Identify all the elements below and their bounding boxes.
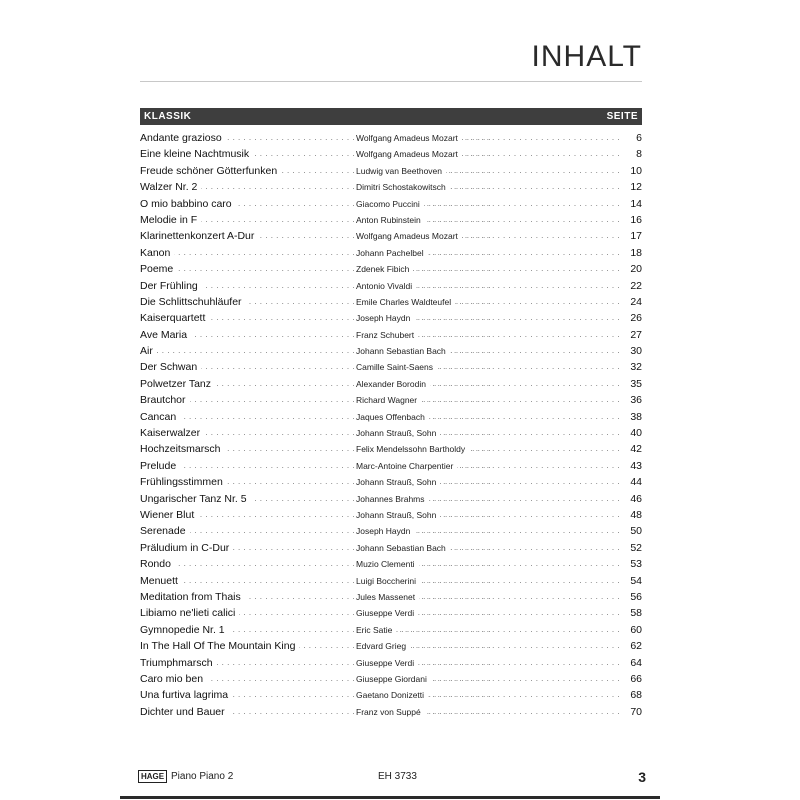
entry-page: 10 (622, 163, 642, 179)
toc-entry (140, 146, 642, 162)
entry-title: Caro mio ben (140, 671, 207, 687)
entry-title: Der Frühling (140, 278, 202, 294)
section-label: KLASSIK (144, 111, 192, 122)
entry-title: O mio babbino caro (140, 196, 236, 212)
toc-entry (140, 261, 642, 277)
entry-title: Brautchor (140, 392, 190, 408)
entry-page: 32 (622, 359, 642, 375)
entry-title: Serenade (140, 523, 190, 539)
entry-composer: Giacomo Puccini (356, 196, 424, 212)
entry-composer: Jaques Offenbach (356, 409, 429, 425)
section-header (140, 108, 642, 125)
entry-page: 44 (622, 474, 642, 490)
entry-composer: Franz von Suppé (356, 704, 425, 720)
entry-composer: Eric Satie (356, 622, 396, 638)
toc-entry (140, 425, 642, 441)
toc-entry (140, 605, 642, 621)
entry-composer: Johann Strauß, Sohn (356, 474, 440, 490)
entry-title: Rondo (140, 556, 175, 572)
entry-composer: Johann Strauß, Sohn (356, 425, 440, 441)
entry-title: Andante grazioso (140, 130, 226, 146)
entry-page: 30 (622, 343, 642, 359)
entry-title: Kaiserquartett (140, 310, 209, 326)
entry-page: 35 (622, 376, 642, 392)
entry-composer: Johann Sebastian Bach (356, 540, 450, 556)
book-title: Piano Piano 2 (171, 771, 234, 782)
entry-title: Menuett (140, 573, 182, 589)
entry-page: 27 (622, 327, 642, 343)
entry-composer: Wolfgang Amadeus Mozart (356, 130, 462, 146)
entry-page: 8 (622, 146, 642, 162)
toc-entry (140, 441, 642, 457)
entry-title: Walzer Nr. 2 (140, 179, 201, 195)
toc-entry (140, 392, 642, 408)
entry-page: 54 (622, 573, 642, 589)
entry-composer: Joseph Haydn (356, 523, 414, 539)
toc-entry (140, 376, 642, 392)
entry-page: 42 (622, 441, 642, 457)
entry-page: 18 (622, 245, 642, 261)
toc-entry (140, 687, 642, 703)
entry-composer: Johann Strauß, Sohn (356, 507, 440, 523)
toc-entry (140, 163, 642, 179)
entry-page: 24 (622, 294, 642, 310)
entry-page: 62 (622, 638, 642, 654)
entry-title: Ungarischer Tanz Nr. 5 (140, 491, 251, 507)
entry-title: Una furtiva lagrima (140, 687, 232, 703)
entry-title: Freude schöner Götterfunken (140, 163, 281, 179)
toc-entry (140, 343, 642, 359)
entry-page: 70 (622, 704, 642, 720)
toc-entry (140, 278, 642, 294)
toc-entry (140, 671, 642, 687)
entry-composer: Zdenek Fibich (356, 261, 413, 277)
entry-composer: Ludwig van Beethoven (356, 163, 446, 179)
entry-composer: Camille Saint-Saens (356, 359, 437, 375)
entry-page: 53 (622, 556, 642, 572)
entry-title: Wiener Blut (140, 507, 198, 523)
toc-entry (140, 589, 642, 605)
entry-composer: Johannes Brahms (356, 491, 429, 507)
toc-entry (140, 622, 642, 638)
entry-page: 16 (622, 212, 642, 228)
entry-page: 40 (622, 425, 642, 441)
entry-composer: Johann Pachelbel (356, 245, 428, 261)
footer (138, 770, 646, 786)
toc-entry (140, 540, 642, 556)
entry-page: 17 (622, 228, 642, 244)
entry-composer: Joseph Haydn (356, 310, 414, 326)
toc-entry (140, 523, 642, 539)
entry-composer: Anton Rubinstein (356, 212, 425, 228)
page-column-label: SEITE (606, 111, 638, 122)
toc-entry (140, 458, 642, 474)
page-number: 3 (638, 769, 646, 785)
toc-entry (140, 179, 642, 195)
entry-page: 26 (622, 310, 642, 326)
entry-page: 46 (622, 491, 642, 507)
entry-composer: Dimitri Schostakowitsch (356, 179, 450, 195)
toc-entry (140, 573, 642, 589)
entry-composer: Franz Schubert (356, 327, 418, 343)
entry-composer: Gaetano Donizetti (356, 687, 428, 703)
entry-page: 64 (622, 655, 642, 671)
entry-composer: Luigi Boccherini (356, 573, 420, 589)
toc-entry (140, 212, 642, 228)
entry-title: Kaiserwalzer (140, 425, 204, 441)
entry-title: Die Schlittschuhläufer (140, 294, 246, 310)
toc-entry (140, 310, 642, 326)
entry-page: 36 (622, 392, 642, 408)
entry-composer: Johann Sebastian Bach (356, 343, 450, 359)
entry-page: 56 (622, 589, 642, 605)
toc-entry (140, 327, 642, 343)
publisher-logo: HAGE (138, 770, 167, 783)
entry-title: Frühlingsstimmen (140, 474, 227, 490)
entry-title: Hochzeitsmarsch (140, 441, 225, 457)
entry-title: Libiamo ne'lieti calici (140, 605, 239, 621)
footer-divider (120, 796, 660, 799)
entry-title: Cancan (140, 409, 180, 425)
entry-title: Kanon (140, 245, 174, 261)
entry-composer: Giuseppe Giordani (356, 671, 431, 687)
entry-composer: Giuseppe Verdi (356, 605, 418, 621)
entry-title: Der Schwan (140, 359, 201, 375)
toc-entry (140, 228, 642, 244)
entry-page: 6 (622, 130, 642, 146)
entry-page: 68 (622, 687, 642, 703)
toc-entry (140, 359, 642, 375)
entry-page: 20 (622, 261, 642, 277)
entry-page: 38 (622, 409, 642, 425)
toc-entry (140, 409, 642, 425)
entry-page: 58 (622, 605, 642, 621)
entry-composer: Muzio Clementi (356, 556, 419, 572)
entry-title: Melodie in F (140, 212, 201, 228)
entry-title: Gymnopedie Nr. 1 (140, 622, 229, 638)
entry-title: In The Hall Of The Mountain King (140, 638, 299, 654)
entry-title: Prelude (140, 458, 180, 474)
toc-entry (140, 196, 642, 212)
entry-composer: Wolfgang Amadeus Mozart (356, 228, 462, 244)
entry-composer: Edvard Grieg (356, 638, 410, 654)
entry-page: 66 (622, 671, 642, 687)
toc-entry (140, 245, 642, 261)
entry-page: 50 (622, 523, 642, 539)
entry-composer: Wolfgang Amadeus Mozart (356, 146, 462, 162)
entry-page: 12 (622, 179, 642, 195)
entry-page: 48 (622, 507, 642, 523)
toc-entry (140, 507, 642, 523)
edition-code: EH 3733 (378, 771, 417, 782)
toc-entry (140, 294, 642, 310)
entry-title: Polwetzer Tanz (140, 376, 215, 392)
entry-composer: Alexander Borodin (356, 376, 430, 392)
entry-title: Air (140, 343, 157, 359)
table-of-contents (140, 130, 642, 720)
entry-page: 14 (622, 196, 642, 212)
entry-page: 22 (622, 278, 642, 294)
toc-entry (140, 474, 642, 490)
toc-entry (140, 130, 642, 146)
entry-composer: Antonio Vivaldi (356, 278, 416, 294)
entry-composer: Jules Massenet (356, 589, 419, 605)
entry-composer: Felix Mendelssohn Bartholdy (356, 441, 469, 457)
page-title: INHALT (531, 40, 642, 73)
entry-title: Klarinettenkonzert A-Dur (140, 228, 258, 244)
entry-page: 60 (622, 622, 642, 638)
entry-title: Dichter und Bauer (140, 704, 229, 720)
entry-composer: Marc-Antoine Charpentier (356, 458, 457, 474)
toc-entry (140, 704, 642, 720)
entry-composer: Richard Wagner (356, 392, 421, 408)
entry-composer: Emile Charles Waldteufel (356, 294, 455, 310)
toc-entry (140, 556, 642, 572)
entry-title: Meditation from Thais (140, 589, 245, 605)
entry-title: Triumphmarsch (140, 655, 217, 671)
entry-composer: Giuseppe Verdi (356, 655, 418, 671)
entry-title: Ave Maria (140, 327, 191, 343)
toc-entry (140, 655, 642, 671)
toc-entry (140, 638, 642, 654)
toc-entry (140, 491, 642, 507)
entry-title: Präludium in C-Dur (140, 540, 233, 556)
entry-title: Poeme (140, 261, 177, 277)
entry-page: 52 (622, 540, 642, 556)
entry-title: Eine kleine Nachtmusik (140, 146, 253, 162)
entry-page: 43 (622, 458, 642, 474)
title-divider (140, 81, 642, 82)
